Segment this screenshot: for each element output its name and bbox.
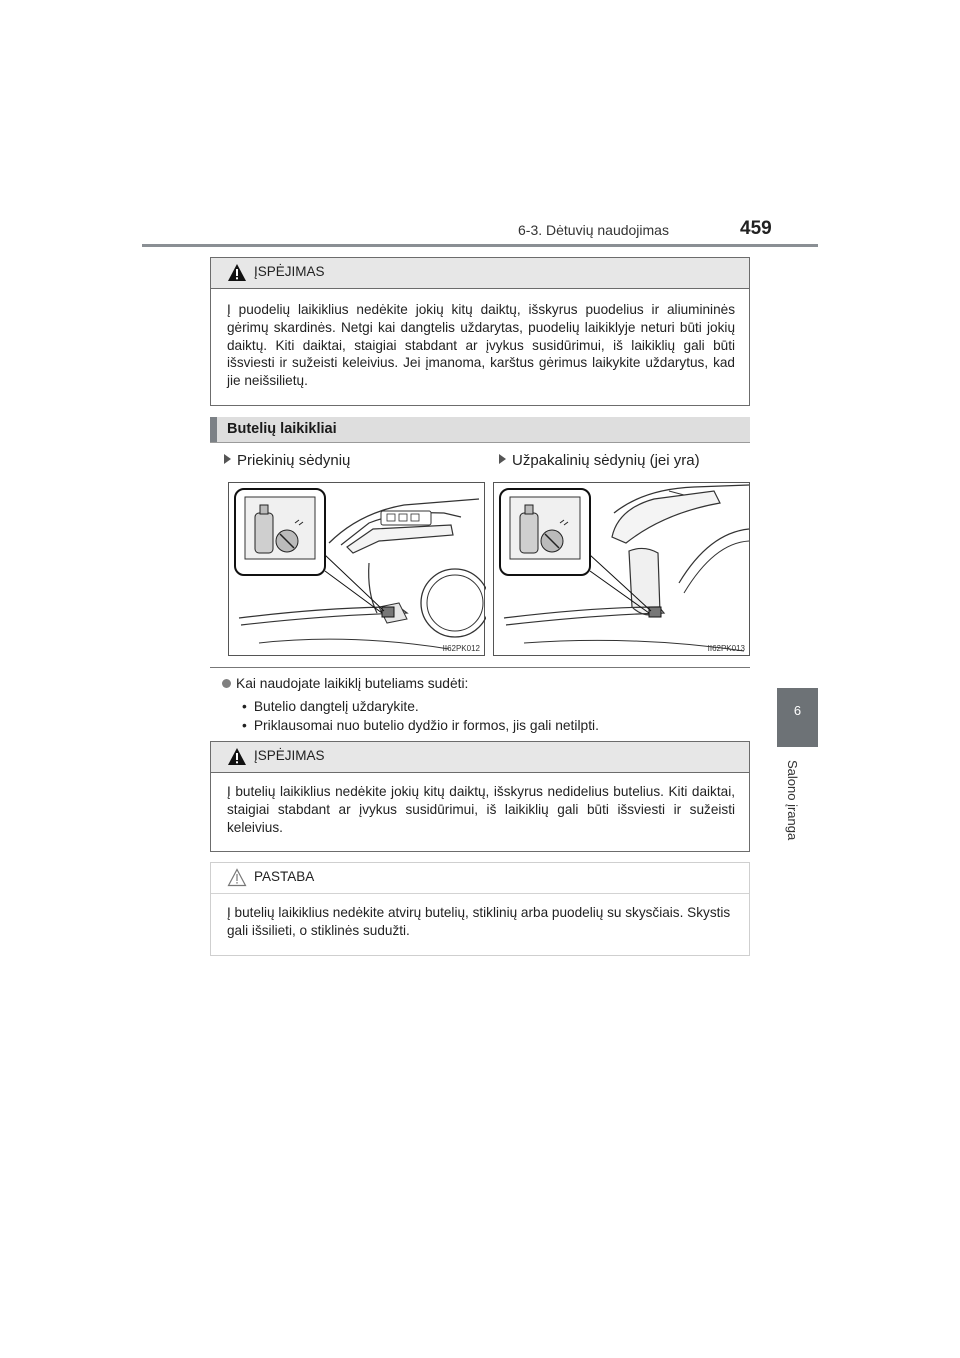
notice-body: [211, 894, 749, 940]
notice-text: Į butelių laikiklius nedėkite atvirų butelių, stiklinių arba puodelių su skysčiais. Skystis gali išsilieti, o stiklinės sudužti.: [227, 905, 731, 938]
chapter-title-vertical: [785, 760, 805, 860]
warning-label: ĮSPĖJIMAS: [254, 748, 325, 763]
notice-header: [211, 863, 749, 894]
chapter-number: 6: [793, 703, 802, 718]
figure-code: II62PK012: [442, 644, 480, 653]
figure-separator: [210, 667, 750, 668]
warning-header: [211, 258, 749, 289]
warning-body: [211, 773, 749, 836]
figure-caption-rear: Užpakalinių sėdynių (jei yra): [499, 452, 700, 469]
triangle-marker-icon: [224, 454, 231, 464]
page-number: 459: [740, 218, 772, 239]
warning-text: Į butelių laikiklius nedėkite jokių kitų daiktų, išskyrus nedidelius butelius. Kiti daiktai, staigiai stabdant ar įvykus susidūrimui, iš laikiklių gali būti išsviesti ir sužeisti keleivius.: [227, 784, 735, 835]
warning-box-bottle-holders: [210, 741, 750, 852]
section-title: 6-3. Dėtuvių naudojimas: [518, 222, 669, 238]
illustration-front-door: [228, 482, 485, 656]
triangle-marker-icon: [499, 454, 506, 464]
caution-triangle-icon: [227, 868, 247, 887]
notice-label: PASTABA: [254, 869, 315, 884]
bullet-dot-icon: [222, 679, 231, 688]
header-rule: [142, 244, 818, 247]
warning-text: Į puodelių laikiklius nedėkite jokių kitų daiktų, išskyrus puodelius ir aliumininės gėrimų skardinės. Netgi kai dangtelis uždarytas, puodelių laikiklyje neturi būti jokių daiktų. Kiti daiktai, staigiai stabdant ar įvykus susidūrimui, iš laikiklių gali būti išsviesti ir sužeisti keleivius. Jei įmanoma, karštus gėrimus laikykite uždarytus, kad jie neišsilietų.: [227, 302, 735, 389]
warning-box-cup-holders: [210, 257, 750, 406]
list-item: • Priklausomai nuo butelio dydžio ir formos, jis gali netilpti.: [242, 716, 599, 735]
warning-body: [211, 289, 749, 390]
warning-triangle-icon: [227, 263, 247, 282]
list-item: • Butelio dangtelį uždarykite.: [242, 697, 599, 716]
warning-triangle-icon: [227, 747, 247, 766]
chapter-title: Salono įranga: [785, 760, 800, 841]
section-heading-rule: [210, 442, 750, 443]
warning-header: [211, 742, 749, 773]
warning-label: ĮSPĖJIMAS: [254, 264, 325, 279]
sub-list: [242, 697, 599, 735]
illustration-rear-door: [493, 482, 750, 656]
figure-code: II62PK013: [707, 644, 745, 653]
notice-box: [210, 862, 750, 956]
bullet-item: Kai naudojate laikiklį buteliams sudėti:: [222, 676, 468, 691]
figure-caption-front: Priekinių sėdynių: [224, 452, 350, 469]
section-heading-text: Butelių laikikliai: [227, 421, 337, 437]
section-heading: [210, 417, 750, 442]
